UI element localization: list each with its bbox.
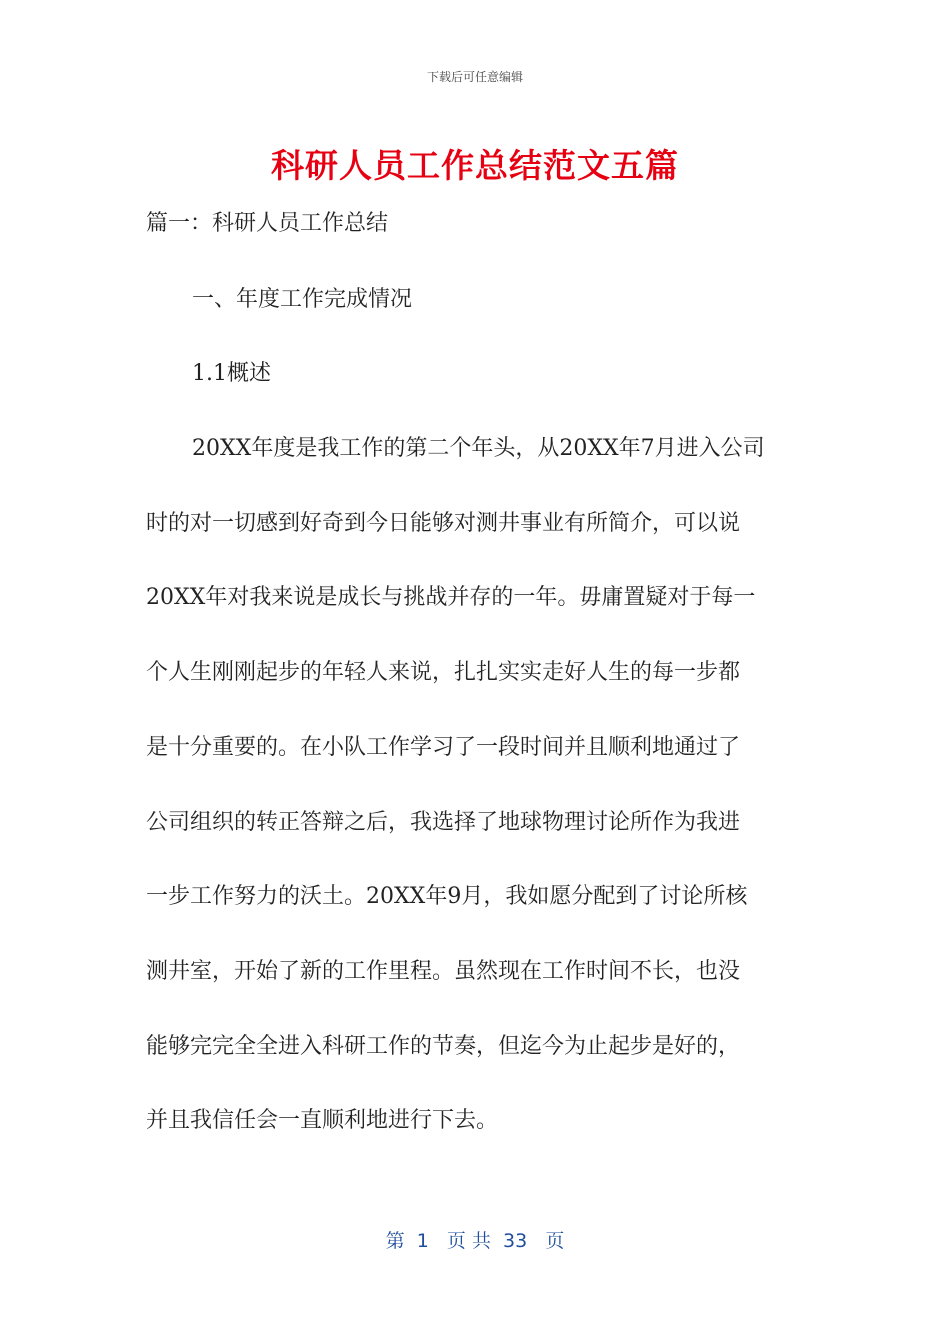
paragraph-line: 20XX年对我来说是成长与挑战并存的一年。毋庸置疑对于每一	[146, 585, 756, 610]
paragraph-line: 20XX年度是我工作的第二个年头，从20XX年7月进入公司	[192, 436, 765, 461]
document-title: 科研人员工作总结范文五篇	[271, 146, 679, 185]
page-number-footer: 第 1 页 共 33 页	[385, 1230, 565, 1252]
paragraph-line: 并且我信任会一直顺利地进行下去。	[146, 1108, 499, 1133]
paragraph-line: 能够完完全全进入科研工作的节奏，但迄今为止起步是好的，	[146, 1034, 741, 1059]
paragraph-line: 时的对一切感到好奇到今日能够对测井事业有所简介，可以说	[146, 511, 741, 536]
subheading: 一、年度工作完成情况	[192, 287, 413, 312]
paragraph-line: 一步工作努力的沃土。20XX年9月，我如愿分配到了讨论所核	[146, 884, 748, 909]
section-heading: 篇一：科研人员工作总结	[146, 211, 389, 236]
paragraph-line: 个人生刚刚起步的年轻人来说，扎扎实实走好人生的每一步都	[146, 660, 741, 685]
header-note: 下载后可任意编辑	[426, 70, 523, 84]
subsubheading: 1.1概述	[192, 361, 271, 386]
paragraph-line: 公司组织的转正答辩之后，我选择了地球物理讨论所作为我进	[146, 810, 741, 835]
paragraph-line: 是十分重要的。在小队工作学习了一段时间并且顺利地通过了	[146, 735, 741, 760]
paragraph-line: 测井室，开始了新的工作里程。虽然现在工作时间不长，也没	[146, 959, 741, 984]
